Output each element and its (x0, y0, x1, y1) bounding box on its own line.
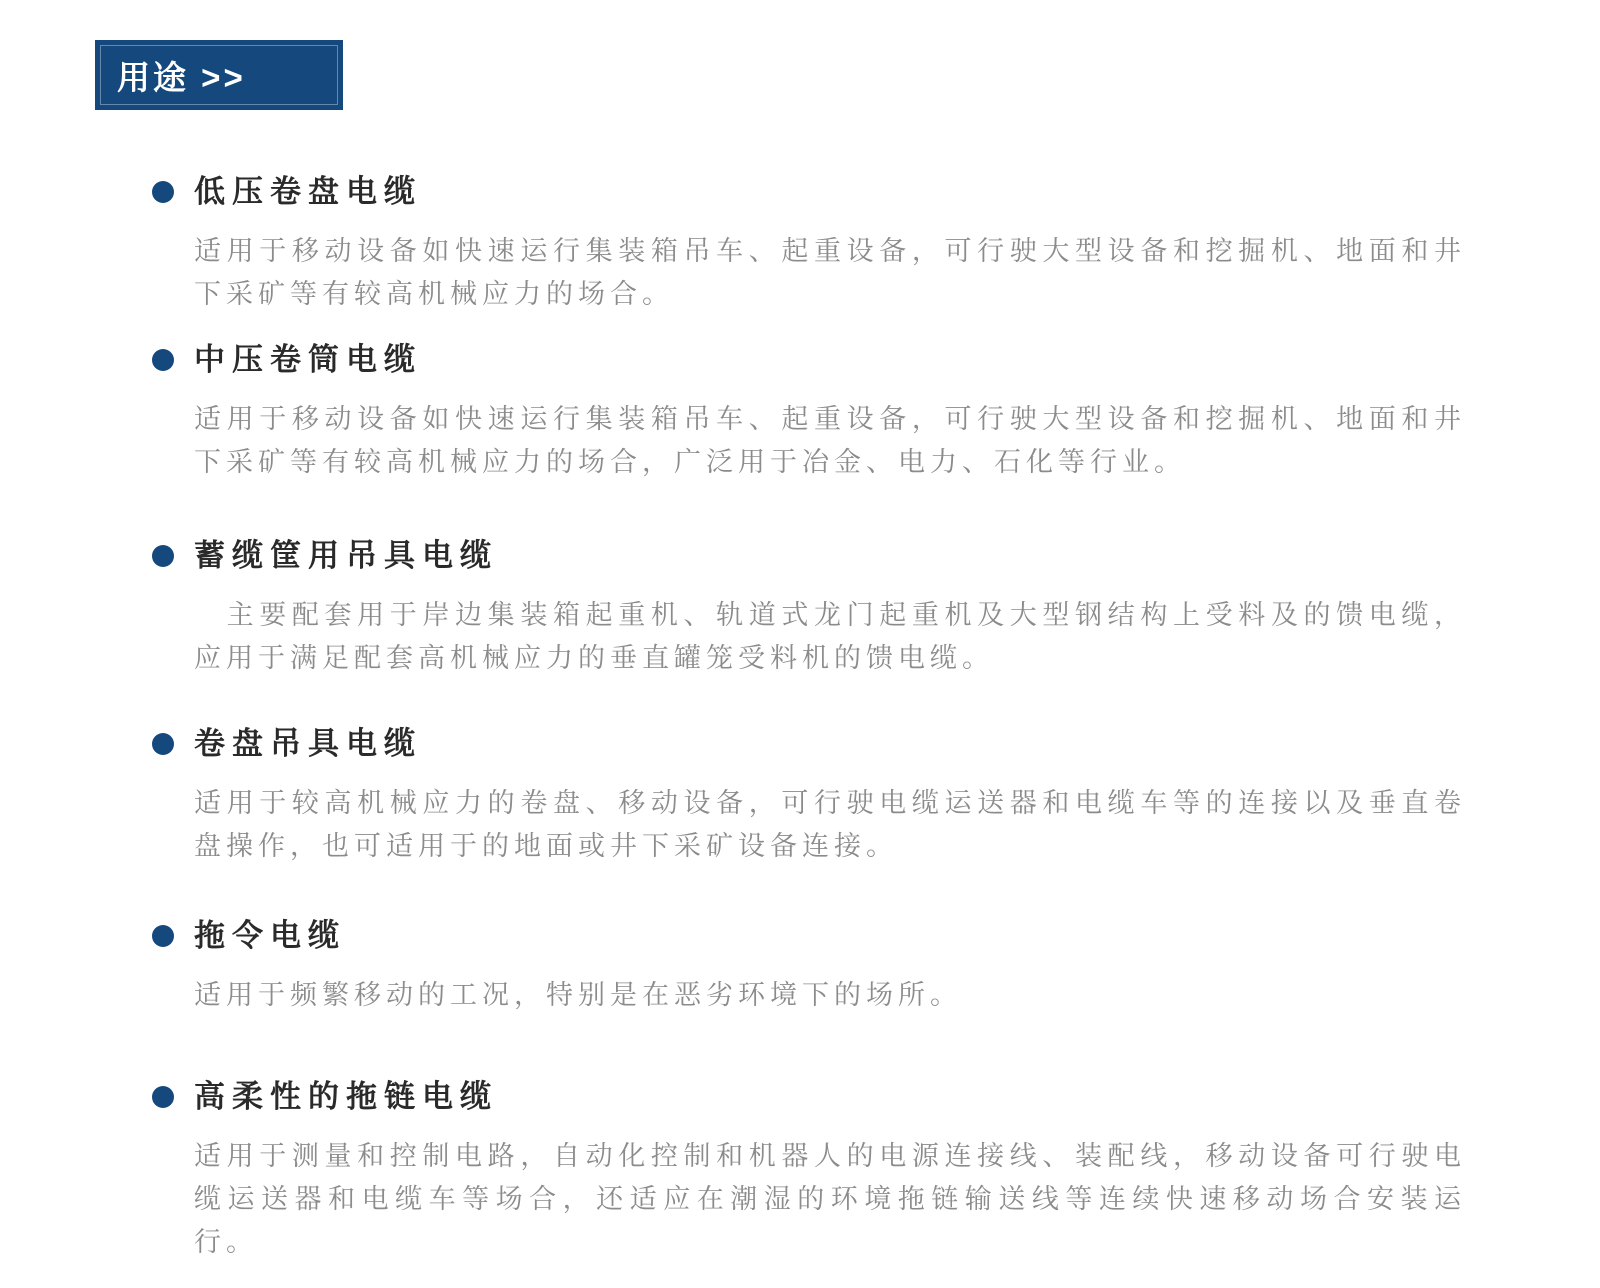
bullet-icon (152, 925, 174, 947)
section-body-text: 适用于移动设备如快速运行集装箱吊车、起重设备，可行驶大型设备和挖掘机、地面和井下采矿等有较高机械应力的场合。 (194, 236, 1466, 309)
section-heading (152, 1075, 1472, 1119)
bullet-icon (152, 1086, 174, 1108)
section-heading-text: 低压卷盘电缆 (194, 174, 422, 209)
section-body-text: 适用于移动设备如快速运行集装箱吊车、起重设备，可行驶大型设备和挖掘机、地面和井下采矿等有较高机械应力的场合，广泛用于冶金、电力、石化等行业。 (194, 404, 1466, 477)
section-body-text: 主要配套用于岸边集装箱起重机、轨道式龙门起重机及大型钢结构上受料及的馈电缆，应用于满足配套高机械应力的垂直罐笼受料机的馈电缆。 (194, 600, 1466, 673)
section-heading-text: 卷盘吊具电缆 (194, 726, 422, 761)
section-heading (152, 914, 1472, 958)
section-heading-text: 中压卷筒电缆 (194, 342, 422, 377)
bullet-icon (152, 545, 174, 567)
section-heading-text: 高柔性的拖链电缆 (194, 1079, 498, 1114)
usage-title-box (95, 40, 343, 110)
bullet-icon (152, 349, 174, 371)
bullet-icon (152, 181, 174, 203)
usage-section (152, 722, 1472, 868)
section-body-text: 适用于较高机械应力的卷盘、移动设备，可行驶电缆运送器和电缆车等的连接以及垂直卷盘操作，也可适用于的地面或井下采矿设备连接。 (194, 788, 1466, 861)
section-heading-text: 蓄缆筐用吊具电缆 (194, 538, 498, 573)
usage-section (152, 534, 1472, 680)
section-heading-text: 拖令电缆 (194, 918, 346, 953)
section-body-text: 适用于测量和控制电路，自动化控制和机器人的电源连接线、装配线，移动设备可行驶电缆运送器和电缆车等场合，还适应在潮湿的环境拖链输送线等连续快速移动场合安装运行。 (194, 1141, 1466, 1257)
section-heading (152, 534, 1472, 578)
bullet-icon (152, 733, 174, 755)
section-heading (152, 722, 1472, 766)
usage-section (152, 170, 1472, 316)
usage-section (152, 914, 1472, 1017)
section-heading (152, 170, 1472, 214)
page-title: 用途 >> (117, 58, 246, 96)
usage-section (152, 1075, 1472, 1264)
usage-section (152, 338, 1472, 484)
usage-sections (152, 110, 1472, 1264)
section-heading (152, 338, 1472, 382)
section-body-text: 适用于频繁移动的工况，特别是在恶劣环境下的场所。 (194, 980, 962, 1010)
